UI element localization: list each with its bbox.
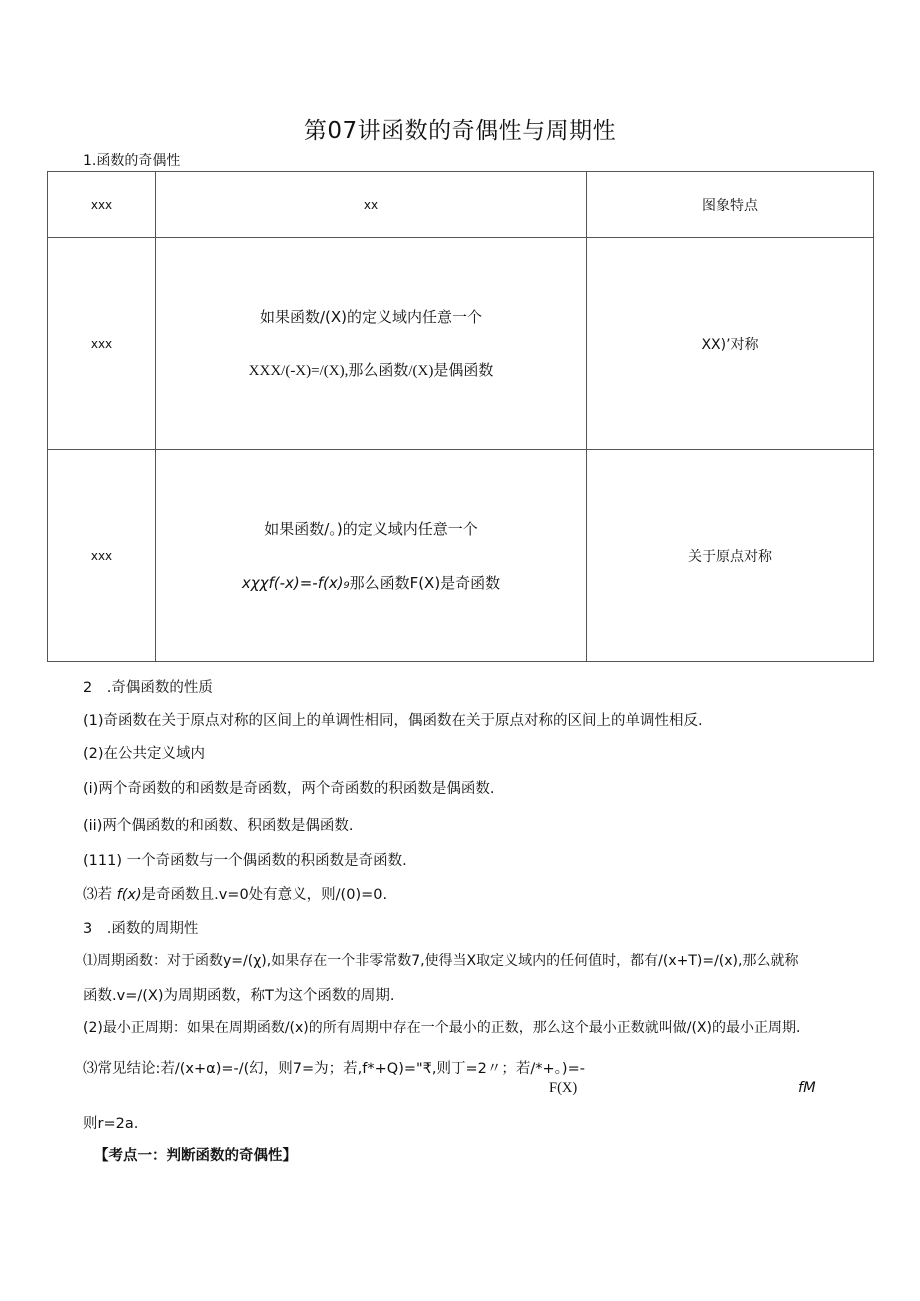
paragraph: (2)在公共定义域内 xyxy=(83,746,206,762)
paragraph: (111) 一个奇函数与一个偶函数的积函数是奇函数. xyxy=(83,853,407,869)
paragraph: (2)最小正周期：如果在周期函数/(x)的所有周期中存在一个最小的正数，那么这个最小正数就叫做/(X)的最小正周期. xyxy=(83,1020,801,1036)
paragraph: (1)奇函数在关于原点对称的区间上的单调性相同，偶函数在关于原点对称的区间上的单调性相反. xyxy=(83,713,703,729)
paragraph: ⑶常见结论:若/(x+α)=-/(幻，则7=为；若,f*+Q)="₹,则丁=2〃；若/*+。)=- xyxy=(83,1061,585,1077)
table-header-cell: xx xyxy=(156,172,587,238)
text-fragment: 是奇函数且.v=0处有意义，则/(0)=0. xyxy=(141,887,388,903)
table-header-cell: 图象特点 xyxy=(587,172,874,238)
odd-conclusion-text: 那么函数F(X)是奇函数 xyxy=(349,573,501,592)
paragraph: 函数.v=/(X)为周期函数，称T为这个函数的周期. xyxy=(83,988,395,1004)
definition-line xyxy=(156,556,586,610)
paragraph: (i)两个奇函数的和函数是奇函数，两个奇函数的积函数是偶函数. xyxy=(83,781,495,797)
text-fragment: ⑶若 xyxy=(83,887,117,903)
paragraph: 则r=2a. xyxy=(83,1116,139,1132)
feature-cell: XX)’对称 xyxy=(587,238,874,450)
row-name-cell: xxx xyxy=(48,450,156,662)
definition-line: 如果函数/(X)的定义域内任意一个 xyxy=(259,307,483,326)
section-heading-properties: 2 .奇偶函数的性质 xyxy=(83,680,213,696)
table-header-cell: xxx xyxy=(48,172,156,238)
definition-cell xyxy=(156,450,587,662)
paragraph: (ii)两个偶函数的和函数、积函数是偶函数. xyxy=(83,818,354,834)
exam-point-heading: 【考点一：判断函数的奇偶性】 xyxy=(94,1148,297,1164)
definition-line: XXX/(-X)=/(X),那么函数/(X)是偶函数 xyxy=(248,362,494,379)
section-heading-periodicity: 3 .函数的周期性 xyxy=(83,921,199,937)
definition-line: 如果函数/。)的定义域内任意一个 xyxy=(264,519,478,538)
definition-cell xyxy=(156,238,587,450)
odd-condition-formula: xχχf(-x)=-f(x)₉ xyxy=(241,573,350,592)
table-row-odd xyxy=(48,450,874,662)
paragraph xyxy=(83,883,387,904)
paragraph: ⑴周期函数：对于函数y=∕(χ),如果存在一个非零常数7,使得当X取定义域内的任何值时，都有/(x+T)=∕(x),那么就称 xyxy=(83,953,799,969)
table-row-even xyxy=(48,238,874,450)
parity-table xyxy=(47,171,874,662)
feature-cell: 关于原点对称 xyxy=(587,450,874,662)
formula-fragment: f(x) xyxy=(116,887,142,903)
fraction-denominator: F(X) xyxy=(549,1080,578,1096)
table-header-row xyxy=(48,172,874,238)
section-heading-parity: 1.函数的奇偶性 xyxy=(83,153,181,169)
page-title: 第07讲函数的奇偶性与周期性 xyxy=(303,118,617,144)
row-name-cell: xxx xyxy=(48,238,156,450)
fraction-denominator: fM xyxy=(798,1080,816,1096)
